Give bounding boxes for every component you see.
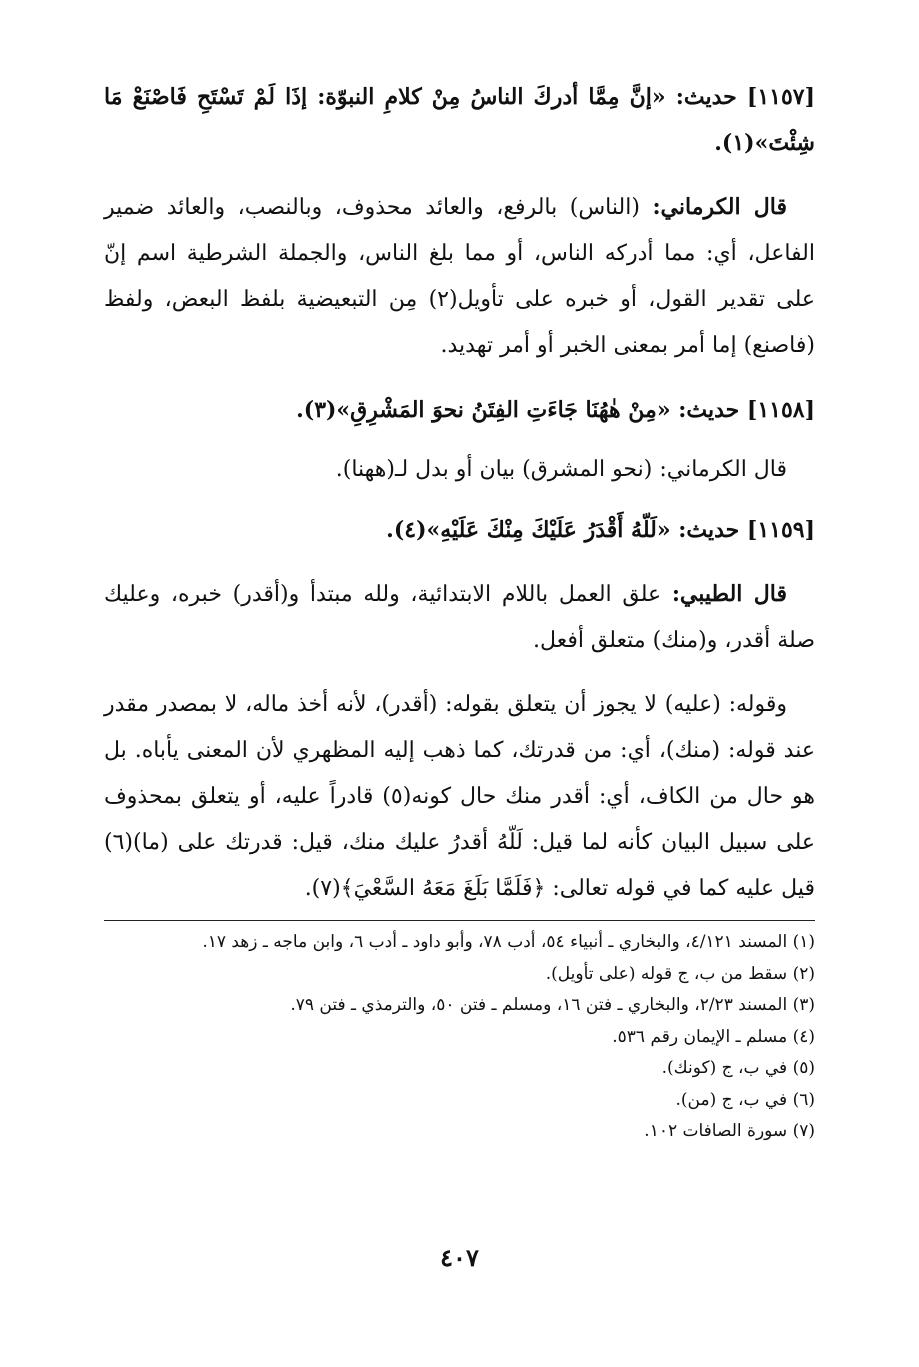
paragraph-text: [١١٥٨] حديث: «مِنْ هٰهُنَا جَاءَتِ الفِتَنُ نحوَ المَشْرِقِ»(٣). — [296, 397, 815, 423]
footnote-3: (٣) المسند ٢/٢٣، والبخاري ـ فتن ١٦، ومسلم ـ فتن ٥٠، والترمذي ـ فتن ٧٩. — [290, 995, 815, 1015]
footnote-2: (٢) سقط من ب، ج قوله (على تأويل). — [545, 963, 815, 984]
footnotes-section — [104, 920, 815, 1148]
footnote-4: (٤) مسلم ـ الإيمان رقم ٥٣٦. — [612, 1026, 815, 1047]
paragraph-text: (الناس) بالرفع، والعائد محذوف، وبالنصب، والعائد ضمير الفاعل، أي: مما أدركه الناس، أو مما بلغ الناس، والجملة الشرطية اسم إنّ على تقدير القول، أو خبره على تأويل(٢) مِن التبعيضية بلفظ البعض، ولفظ (فاصنع) إما أمر بمعنى الخبر أو أمر تهديد. — [104, 195, 815, 358]
footnote-6: (٦) في ب، ج (من). — [675, 1089, 815, 1110]
paragraph-text: [١١٥٩] حديث: «لَلّهُ أَقْدَرُ عَلَيْكَ مِنْكَ عَلَيْهِ»(٤). — [386, 517, 815, 543]
paragraph-text: [١١٥٧] حديث: «إنَّ مِمَّا أدركَ الناسُ مِنْ كلامِ النبوّة: إذَا لَمْ تَسْتَحِ فَاصْنَعْ مَا شِئْتَ»(١). — [104, 84, 815, 156]
hadith-1158 — [104, 387, 815, 433]
hadith-1159 — [104, 507, 815, 553]
footnote-1: (١) المسند ٤/١٢١، والبخاري ـ أنبياء ٥٤، أدب ٧٨، وأبو داود ـ أدب ٦، وابن ماجه ـ زهد ١٧. — [202, 932, 815, 952]
commentary-kirmani-1 — [104, 184, 815, 369]
commentary-kirmani-2 — [104, 447, 815, 493]
paragraph-text: وقوله: (عليه) لا يجوز أن يتعلق بقوله: (أقدر)، لأنه أخذ ماله، لا بمصدر مقدر عند قوله: (منك)، أي: من قدرتك، كما ذهب إليه المظهري لأن المعنى يأباه. بل هو حال من الكاف، أي: أقدر منك حال كونه(٥) قادراً عليه، أو يتعلق بمحذوف على سبيل البيان كأنه لما قيل: لَلّهُ أقدرُ عليك منك، قيل: قدرتك على (ما)(٦) قيل عليه كما في قوله تعالى: ﴿فَلَمَّا بَلَغَ مَعَهُ السَّعْيَ﴾(٧). — [104, 692, 815, 901]
paragraph-lead: قال الطيبي: — [671, 581, 787, 607]
commentary-tibi — [104, 571, 815, 664]
paragraph-lead: قال الكرماني: — [652, 194, 787, 220]
footnote-7: (٧) سورة الصافات ١٠٢. — [644, 1121, 815, 1141]
paragraph-text: قال الكرماني: (نحو المشرق) بيان أو بدل لـ(ههنا). — [335, 457, 787, 482]
footnote-5: (٥) في ب، ج (كونك). — [661, 1058, 815, 1078]
hadith-1157 — [104, 74, 815, 166]
page-body — [104, 74, 815, 1148]
page-number: ٤٠٧ — [440, 1243, 479, 1272]
commentary-continuation — [104, 682, 815, 912]
paragraph-text: علق العمل باللام الابتدائية، ولله مبتدأ و(أقدر) خبره، وعليك صلة أقدر، و(منك) متعلق أفعل. — [104, 582, 815, 653]
